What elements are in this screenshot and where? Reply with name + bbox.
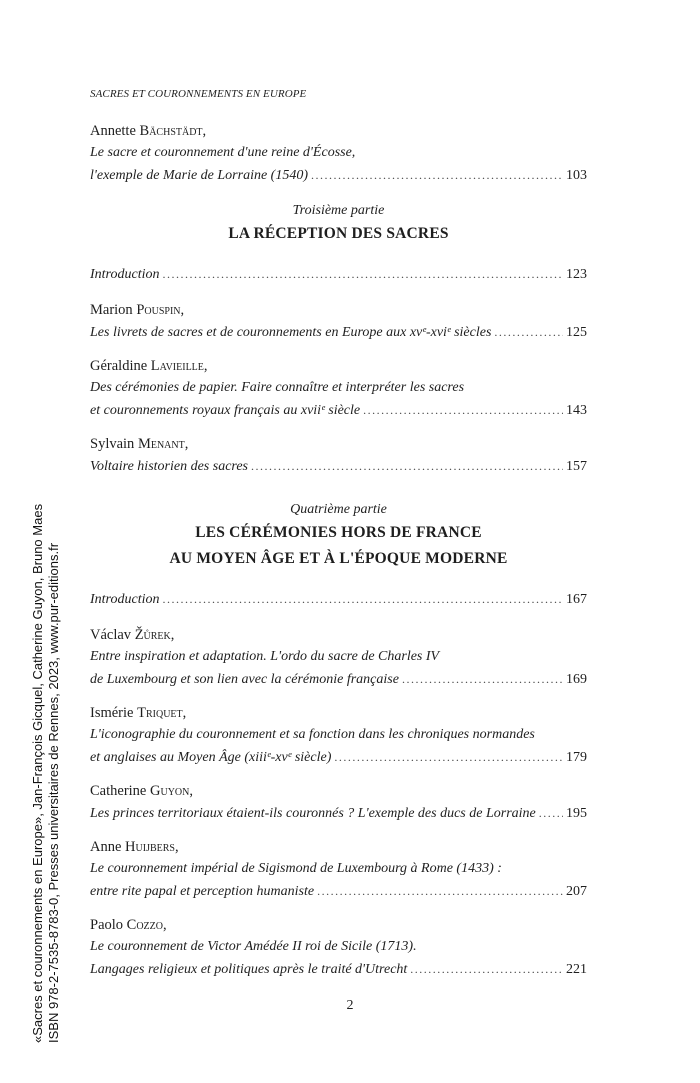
author-name xyxy=(90,120,587,142)
toc-entry-introduction xyxy=(90,588,587,611)
page-number: 103 xyxy=(566,168,587,183)
author-comma: , xyxy=(184,436,189,452)
part-heading xyxy=(90,201,587,247)
sidenote-line: ISBN 978-2-7535-8783-0, Presses universitaires de Rennes, 2023, www.pur-editions.fr xyxy=(45,542,61,1043)
part-title-line2: AU MOYEN ÂGE ET À L'ÉPOQUE MODERNE xyxy=(169,550,508,567)
author-first-name: Sylvain xyxy=(90,436,138,452)
title-line xyxy=(90,746,587,769)
dot-leader xyxy=(334,746,563,768)
page-number: 179 xyxy=(566,750,587,765)
title-line xyxy=(90,399,587,422)
title-text: Les livrets de sacres et de couronnements en Europe aux xvᵉ-xviᵉ siècles xyxy=(90,325,492,340)
author-comma: , xyxy=(180,302,185,318)
title-line xyxy=(90,263,587,286)
title-text: Introduction xyxy=(90,267,160,282)
author-name xyxy=(90,624,587,646)
page-folio: 2 xyxy=(346,998,354,1013)
running-head: SACRES ET COURONNEMENTS EN EUROPE xyxy=(90,88,307,100)
author-name xyxy=(90,780,587,802)
author-first-name: Ismérie xyxy=(90,705,138,721)
author-name xyxy=(90,836,587,858)
page-number: 195 xyxy=(566,806,587,821)
title-text: Entre inspiration et adaptation. L'ordo du sacre de Charles IV xyxy=(90,649,440,664)
title-text: de Luxembourg et son lien avec la cérémonie française xyxy=(90,672,399,687)
toc-entry xyxy=(90,702,587,769)
title-text: Le couronnement impérial de Sigismond de Luxembourg à Rome (1433) : xyxy=(90,861,502,876)
author-last-name: Cozzo xyxy=(126,917,163,933)
dot-leader xyxy=(363,399,563,421)
title-text: Des cérémonies de papier. Faire connaître et interpréter les sacres xyxy=(90,380,465,395)
title-text: Introduction xyxy=(90,592,160,607)
toc-entry xyxy=(90,433,587,478)
title-line xyxy=(90,802,587,825)
dot-leader xyxy=(402,668,563,690)
page-number: 125 xyxy=(566,325,587,340)
author-name xyxy=(90,299,587,321)
title-line xyxy=(90,588,587,611)
author-last-name: Huijbers xyxy=(125,839,175,855)
author-comma: , xyxy=(203,358,208,374)
title-text: Le couronnement de Victor Amédée II roi de Sicile (1713). xyxy=(90,939,417,954)
dot-leader xyxy=(494,321,563,343)
page-number: 221 xyxy=(566,962,587,977)
toc-entry xyxy=(90,836,587,903)
author-first-name: Václav xyxy=(90,627,135,643)
toc-entry xyxy=(90,120,587,187)
part3-entries xyxy=(90,299,587,478)
author-last-name: Žůrek xyxy=(134,627,171,643)
dot-leader xyxy=(162,588,563,610)
author-last-name: Triquet xyxy=(137,705,183,721)
toc-entry xyxy=(90,299,587,344)
author-first-name: Anne xyxy=(90,839,126,855)
author-name xyxy=(90,702,587,724)
author-first-name: Marion xyxy=(90,302,137,318)
title-line xyxy=(90,646,587,668)
author-first-name: Géraldine xyxy=(90,358,151,374)
page-number: 143 xyxy=(566,403,587,418)
page-number: 169 xyxy=(566,672,587,687)
author-comma: , xyxy=(202,123,207,139)
table-of-contents xyxy=(90,120,587,992)
title-text: et anglaises au Moyen Âge (xiiiᵉ-xvᵉ siècle) xyxy=(90,750,332,765)
toc-entry xyxy=(90,914,587,981)
title-line xyxy=(90,142,587,164)
title-text: l'exemple de Marie de Lorraine (1540) xyxy=(90,168,308,183)
author-first-name: Annette xyxy=(90,123,140,139)
author-comma: , xyxy=(163,917,167,933)
toc-entry xyxy=(90,780,587,825)
author-comma: , xyxy=(189,783,193,799)
part-title: LA RÉCEPTION DES SACRES xyxy=(228,225,449,242)
title-line xyxy=(90,377,587,399)
title-line xyxy=(90,668,587,691)
toc-entry xyxy=(90,624,587,691)
part-title-line1: LES CÉRÉMONIES HORS DE FRANCE xyxy=(195,524,482,541)
title-text: entre rite papal et perception humaniste xyxy=(90,884,315,899)
dot-leader xyxy=(162,263,563,285)
title-line xyxy=(90,936,587,958)
title-line xyxy=(90,880,587,903)
title-text: Voltaire historien des sacres xyxy=(90,459,249,474)
title-line xyxy=(90,164,587,187)
part-heading xyxy=(90,500,587,572)
author-last-name: Bächstädt xyxy=(139,123,203,139)
author-name xyxy=(90,433,587,455)
author-name xyxy=(90,355,587,377)
dot-leader xyxy=(539,802,563,824)
title-line xyxy=(90,724,587,746)
dot-leader xyxy=(251,455,563,477)
toc-entry-introduction xyxy=(90,263,587,286)
title-text: et couronnements royaux français au xviiᵉ siècle xyxy=(90,403,361,418)
page-number: 207 xyxy=(566,884,587,899)
title-text: Les princes territoriaux étaient-ils couronnés ? L'exemple des ducs de Lorraine xyxy=(90,806,536,821)
author-first-name: Paolo xyxy=(90,917,127,933)
title-line xyxy=(90,858,587,880)
author-last-name: Guyon xyxy=(150,783,190,799)
title-line xyxy=(90,321,587,344)
author-comma: , xyxy=(170,627,175,643)
title-line xyxy=(90,455,587,478)
sidenote-line: «Sacres et couronnements en Europe», Jan-François Gicquel, Catherine Guyon, Bruno Maes xyxy=(30,503,45,1043)
title-text: Le sacre et couronnement d'une reine d'Écosse, xyxy=(90,145,356,160)
toc-entry xyxy=(90,355,587,422)
page-number: 167 xyxy=(566,592,587,607)
author-last-name: Lavieille xyxy=(150,358,204,374)
author-last-name: Pouspin xyxy=(136,302,181,318)
page-number: 123 xyxy=(566,267,587,282)
dot-leader xyxy=(311,164,563,186)
author-last-name: Menant xyxy=(137,436,185,452)
author-comma: , xyxy=(174,839,179,855)
author-comma: , xyxy=(182,705,187,721)
author-first-name: Catherine xyxy=(90,783,150,799)
part-label: Troisième partie xyxy=(292,203,385,218)
title-line xyxy=(90,958,587,981)
author-name xyxy=(90,914,587,936)
copyright-sidenote xyxy=(30,504,61,1043)
dot-leader xyxy=(410,958,563,980)
part4-entries xyxy=(90,624,587,981)
part-label: Quatrième partie xyxy=(290,502,387,517)
title-text: Langages religieux et politiques après le traité d'Utrecht xyxy=(90,962,408,977)
page-number: 157 xyxy=(566,459,587,474)
dot-leader xyxy=(317,880,563,902)
title-text: L'iconographie du couronnement et sa fonction dans les chroniques normandes xyxy=(90,727,535,742)
